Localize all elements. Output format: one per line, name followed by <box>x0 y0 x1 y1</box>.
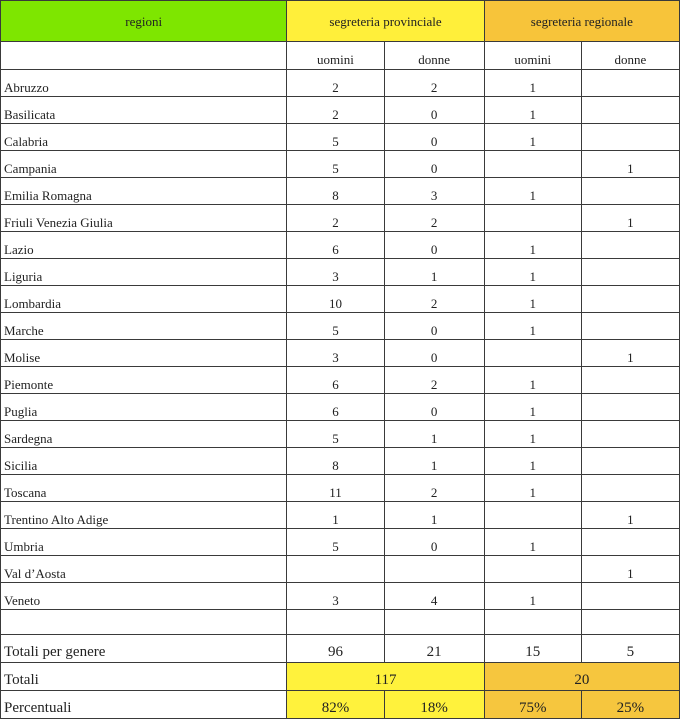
gender-totals-row <box>1 635 680 663</box>
header-regions: regioni <box>1 1 287 42</box>
cell-reg-men <box>484 502 581 529</box>
cell-reg-women: 1 <box>581 205 679 232</box>
table-row <box>1 151 680 178</box>
cell-reg-women <box>581 421 679 448</box>
table-row <box>1 70 680 97</box>
cell-reg-men: 1 <box>484 97 581 124</box>
cell-reg-men: 1 <box>484 124 581 151</box>
region-name: Liguria <box>1 259 287 286</box>
table-row <box>1 529 680 556</box>
percentages-row <box>1 691 680 719</box>
cell-prov-men: 5 <box>287 313 384 340</box>
cell-reg-women <box>581 286 679 313</box>
gender-totals-label: Totali per genere <box>1 635 287 663</box>
spacer-cell <box>484 610 581 635</box>
subheader-empty <box>1 42 287 70</box>
cell-prov-men: 6 <box>287 367 384 394</box>
cell-reg-men: 1 <box>484 313 581 340</box>
region-name: Veneto <box>1 583 287 610</box>
cell-prov-women: 2 <box>384 475 484 502</box>
gender-totals-prov-men: 96 <box>287 635 384 663</box>
cell-prov-women <box>384 556 484 583</box>
cell-reg-men: 1 <box>484 529 581 556</box>
cell-prov-men: 6 <box>287 232 384 259</box>
region-name: Val d’Aosta <box>1 556 287 583</box>
cell-prov-men: 5 <box>287 124 384 151</box>
subheader-row <box>1 42 680 70</box>
cell-reg-men: 1 <box>484 259 581 286</box>
cell-reg-men: 1 <box>484 583 581 610</box>
subheader-reg-women: donne <box>581 42 679 70</box>
cell-reg-men: 1 <box>484 286 581 313</box>
cell-prov-women: 0 <box>384 340 484 367</box>
cell-prov-men: 3 <box>287 259 384 286</box>
cell-reg-men: 1 <box>484 394 581 421</box>
region-name: Friuli Venezia Giulia <box>1 205 287 232</box>
cell-prov-women: 0 <box>384 529 484 556</box>
table-row <box>1 583 680 610</box>
spacer-row <box>1 610 680 635</box>
cell-prov-women: 0 <box>384 97 484 124</box>
totals-label: Totali <box>1 663 287 691</box>
cell-prov-women: 1 <box>384 421 484 448</box>
table-row <box>1 205 680 232</box>
spacer-cell <box>287 610 384 635</box>
cell-prov-men: 5 <box>287 529 384 556</box>
table-row <box>1 259 680 286</box>
cell-prov-men: 8 <box>287 178 384 205</box>
cell-reg-women: 1 <box>581 340 679 367</box>
cell-prov-men: 2 <box>287 70 384 97</box>
cell-reg-women: 1 <box>581 151 679 178</box>
cell-prov-women: 2 <box>384 367 484 394</box>
totals-regional: 20 <box>484 663 679 691</box>
region-name: Calabria <box>1 124 287 151</box>
cell-reg-men: 1 <box>484 232 581 259</box>
cell-reg-women <box>581 124 679 151</box>
subheader-prov-women: donne <box>384 42 484 70</box>
region-name: Campania <box>1 151 287 178</box>
table-row <box>1 178 680 205</box>
cell-reg-women: 1 <box>581 556 679 583</box>
header-row <box>1 1 680 42</box>
cell-reg-women <box>581 313 679 340</box>
table-row <box>1 313 680 340</box>
cell-prov-women: 1 <box>384 448 484 475</box>
region-name: Lazio <box>1 232 287 259</box>
region-name: Piemonte <box>1 367 287 394</box>
cell-prov-women: 1 <box>384 502 484 529</box>
subheader-reg-men: uomini <box>484 42 581 70</box>
cell-prov-women: 0 <box>384 151 484 178</box>
cell-prov-men: 6 <box>287 394 384 421</box>
region-name: Sardegna <box>1 421 287 448</box>
gender-totals-reg-men: 15 <box>484 635 581 663</box>
cell-reg-women <box>581 529 679 556</box>
cell-prov-women: 0 <box>384 232 484 259</box>
cell-reg-women: 1 <box>581 502 679 529</box>
percent-reg-women: 25% <box>581 691 679 719</box>
table-row <box>1 232 680 259</box>
table-row <box>1 286 680 313</box>
table-row <box>1 340 680 367</box>
cell-reg-women <box>581 448 679 475</box>
cell-reg-women <box>581 394 679 421</box>
cell-reg-men: 1 <box>484 448 581 475</box>
spacer-cell <box>384 610 484 635</box>
table-row <box>1 124 680 151</box>
cell-prov-women: 2 <box>384 286 484 313</box>
cell-reg-men: 1 <box>484 367 581 394</box>
cell-reg-women <box>581 259 679 286</box>
cell-prov-women: 4 <box>384 583 484 610</box>
table-row <box>1 448 680 475</box>
cell-reg-women <box>581 367 679 394</box>
region-name: Sicilia <box>1 448 287 475</box>
cell-reg-men: 1 <box>484 178 581 205</box>
cell-prov-men: 1 <box>287 502 384 529</box>
cell-reg-women <box>581 583 679 610</box>
cell-prov-men: 5 <box>287 151 384 178</box>
region-name: Lombardia <box>1 286 287 313</box>
totals-row <box>1 663 680 691</box>
region-name: Trentino Alto Adige <box>1 502 287 529</box>
cell-reg-men <box>484 151 581 178</box>
region-name: Puglia <box>1 394 287 421</box>
region-name: Marche <box>1 313 287 340</box>
cell-reg-men <box>484 556 581 583</box>
cell-reg-men <box>484 205 581 232</box>
cell-prov-men <box>287 556 384 583</box>
cell-prov-men: 3 <box>287 340 384 367</box>
cell-reg-men <box>484 340 581 367</box>
cell-prov-women: 0 <box>384 124 484 151</box>
cell-prov-men: 2 <box>287 97 384 124</box>
cell-prov-women: 1 <box>384 259 484 286</box>
table-row <box>1 475 680 502</box>
cell-prov-women: 2 <box>384 205 484 232</box>
cell-prov-men: 11 <box>287 475 384 502</box>
region-name: Basilicata <box>1 97 287 124</box>
table-row <box>1 97 680 124</box>
cell-prov-women: 3 <box>384 178 484 205</box>
percentages-label: Percentuali <box>1 691 287 719</box>
cell-reg-women <box>581 475 679 502</box>
percent-reg-men: 75% <box>484 691 581 719</box>
cell-reg-men: 1 <box>484 70 581 97</box>
table-row <box>1 367 680 394</box>
spacer-cell <box>1 610 287 635</box>
region-name: Toscana <box>1 475 287 502</box>
table-row <box>1 394 680 421</box>
cell-prov-women: 0 <box>384 313 484 340</box>
cell-reg-men: 1 <box>484 421 581 448</box>
subheader-prov-men: uomini <box>287 42 384 70</box>
cell-prov-women: 0 <box>384 394 484 421</box>
table-row <box>1 421 680 448</box>
percent-prov-men: 82% <box>287 691 384 719</box>
spacer-cell <box>581 610 679 635</box>
region-name: Molise <box>1 340 287 367</box>
region-name: Emilia Romagna <box>1 178 287 205</box>
table-row <box>1 556 680 583</box>
table-row <box>1 502 680 529</box>
region-name: Umbria <box>1 529 287 556</box>
cell-prov-men: 5 <box>287 421 384 448</box>
region-name: Abruzzo <box>1 70 287 97</box>
totals-provincial: 117 <box>287 663 484 691</box>
header-provincial: segreteria provinciale <box>287 1 484 42</box>
cell-prov-men: 8 <box>287 448 384 475</box>
cell-reg-women <box>581 70 679 97</box>
cell-prov-men: 2 <box>287 205 384 232</box>
header-regional: segreteria regionale <box>484 1 679 42</box>
gender-totals-prov-women: 21 <box>384 635 484 663</box>
cell-prov-men: 3 <box>287 583 384 610</box>
cell-reg-women <box>581 232 679 259</box>
cell-prov-men: 10 <box>287 286 384 313</box>
cell-reg-men: 1 <box>484 475 581 502</box>
cell-prov-women: 2 <box>384 70 484 97</box>
cell-reg-women <box>581 97 679 124</box>
gender-totals-reg-women: 5 <box>581 635 679 663</box>
percent-prov-women: 18% <box>384 691 484 719</box>
cell-reg-women <box>581 178 679 205</box>
